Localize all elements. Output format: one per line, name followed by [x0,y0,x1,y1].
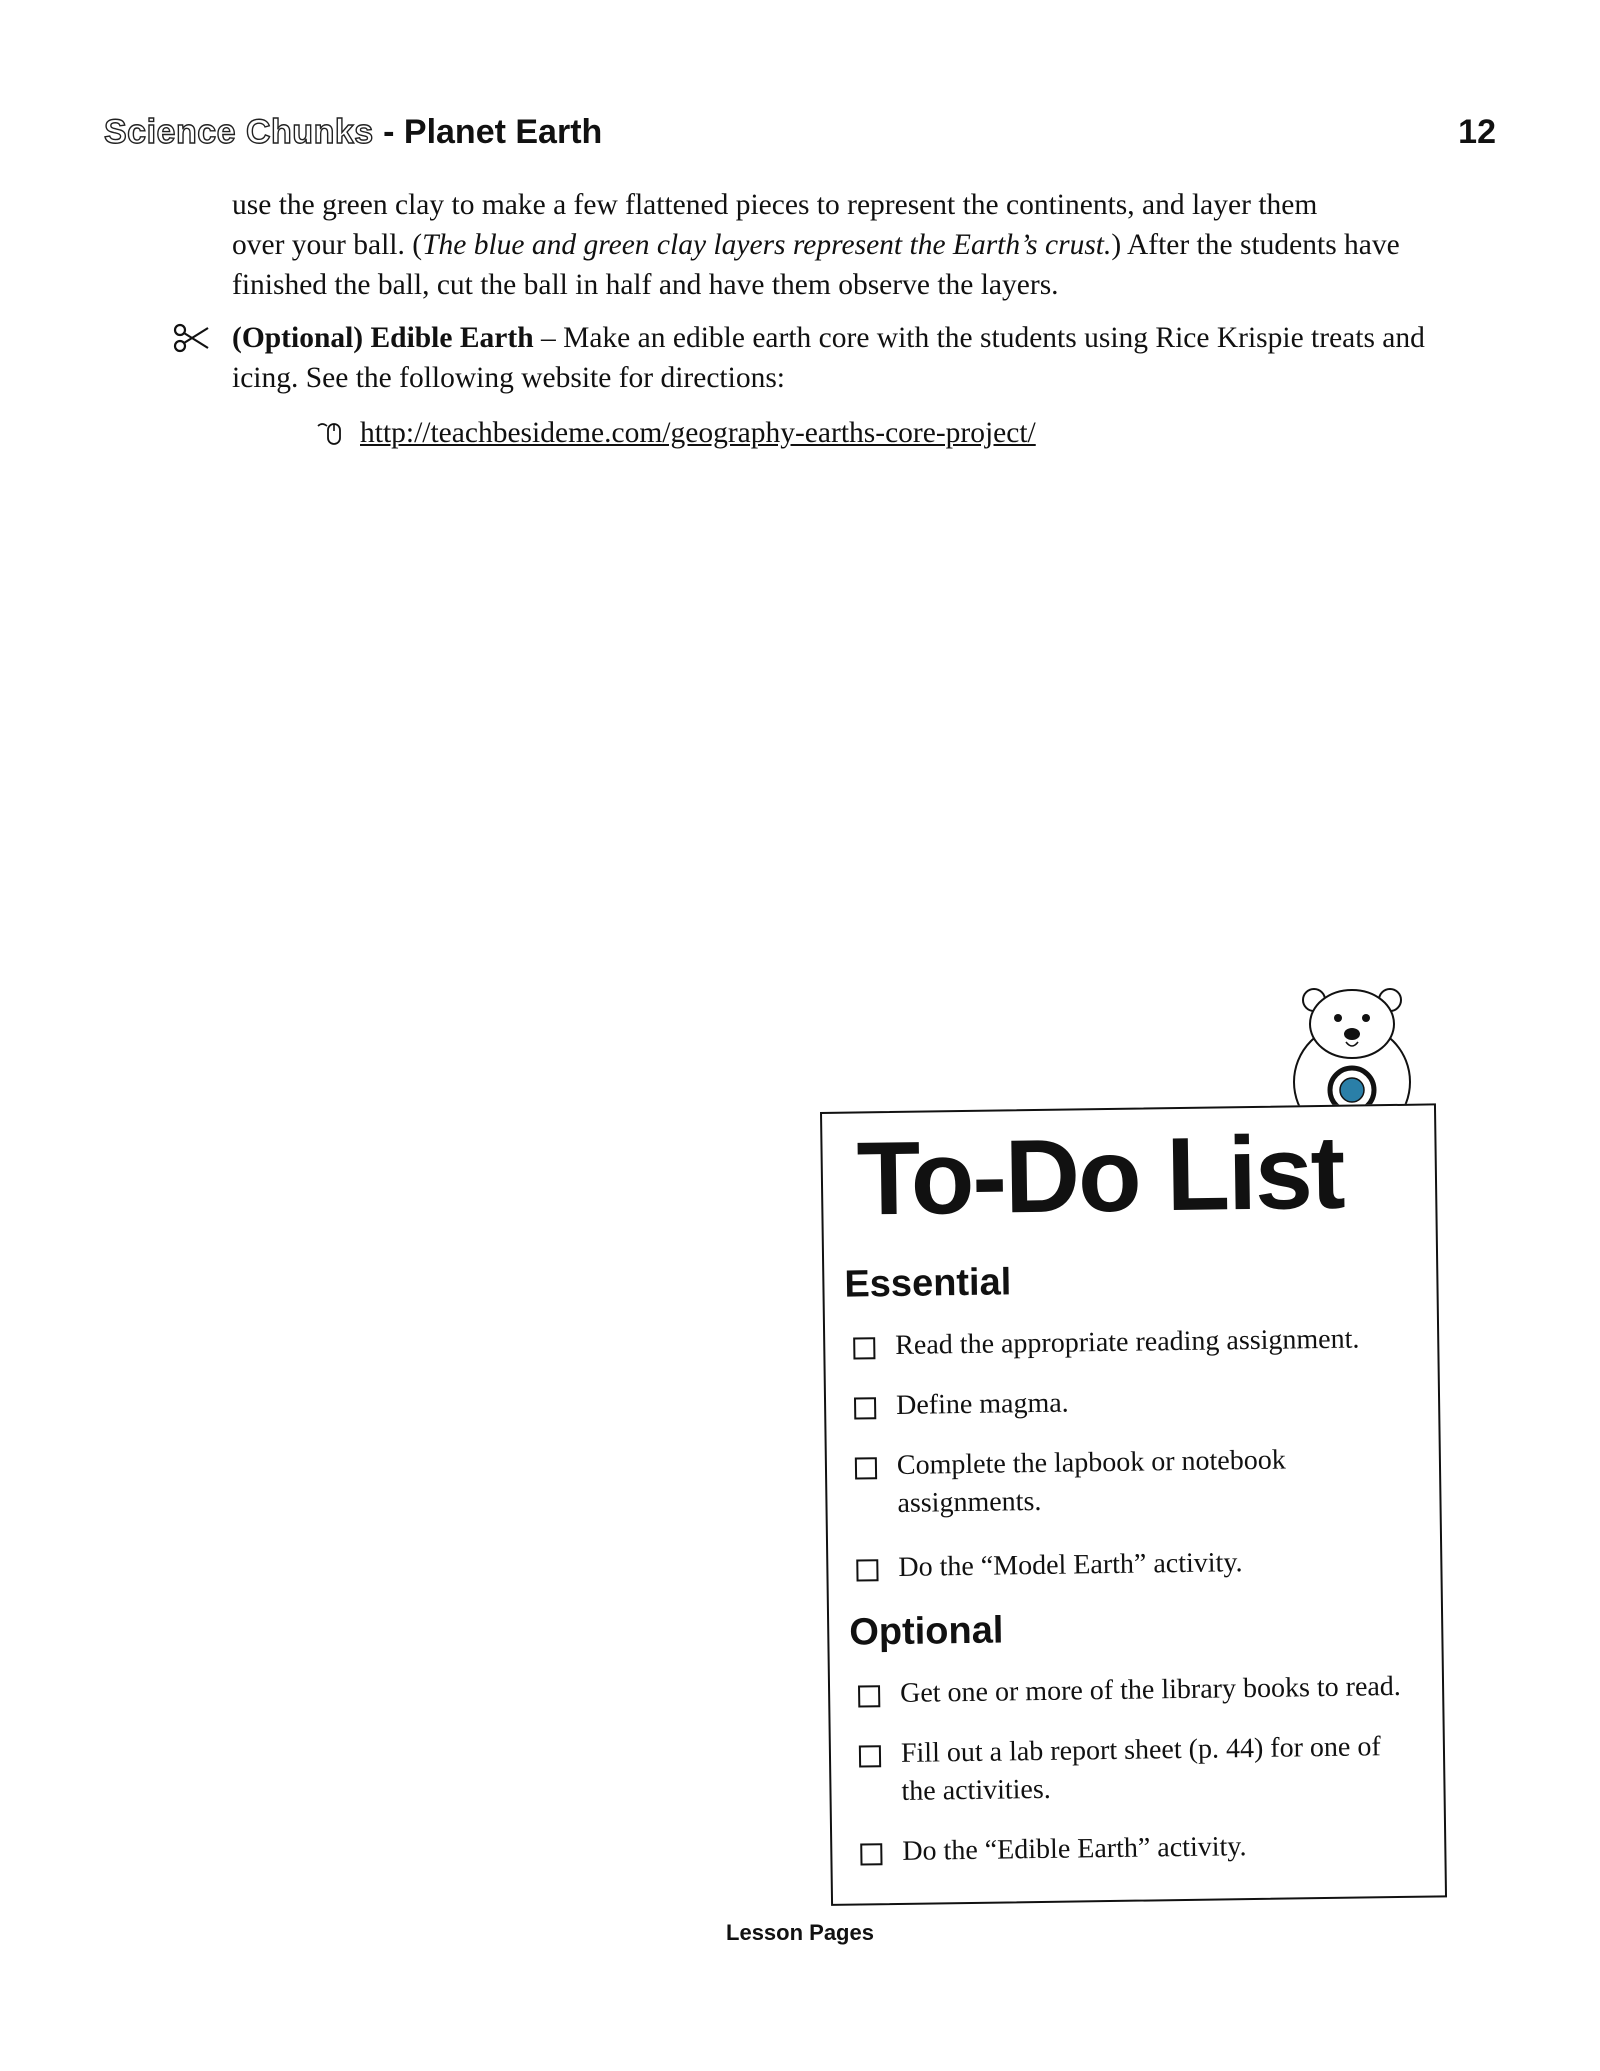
page-footer: Lesson Pages [726,1920,874,1945]
activity-link[interactable]: http://teachbesideme.com/geography-earths-core-project/ [360,417,1036,449]
todo-item[interactable]: Get one or more of the library books to read. [852,1667,1470,1714]
page-number: 12 [1458,113,1496,151]
scissors-icon [172,318,212,358]
header-separator: - [383,113,395,151]
todo-item[interactable]: Read the appropriate reading assignment. [847,1319,1465,1366]
checkbox[interactable] [859,1745,881,1767]
todo-item[interactable]: Define magma. [848,1379,1466,1426]
paragraph-line: over your ball. (The blue and green clay layers represent the Earth’s crust.) After the students have [232,229,1400,261]
checkbox[interactable] [854,1397,876,1419]
todo-item[interactable]: Do the “Edible Earth” activity. [854,1825,1472,1872]
essential-heading: Essential [844,1261,1012,1306]
todo-item[interactable]: Complete the lapbook or notebook assignments. [849,1441,1298,1523]
header-brand [104,108,602,156]
activity-edible-earth: (Optional) Edible Earth – Make an edible earth core with the students using Rice Krispie treats and icing. See the following website for directions: [232,322,1425,394]
italic-note: The blue and green clay layers represent the Earth’s crust. [422,229,1112,261]
todo-item[interactable]: Fill out a lab report sheet (p. 44) for one of the activities. [853,1728,1392,1812]
page-header [104,108,1496,156]
activity-label: (Optional) Edible Earth [232,322,534,354]
optional-heading: Optional [848,1609,1004,1654]
todo-item[interactable]: Do the “Model Earth” activity. [850,1541,1468,1588]
checkbox[interactable] [853,1337,875,1359]
paragraph-line: use the green clay to make a few flattened pieces to represent the continents, and layer them [232,189,1318,221]
activity-description: Make an edible earth core with the students using Rice Krispie treats and icing. See the following website for directions: [232,322,1425,394]
mouse-icon [316,420,346,446]
checkbox[interactable] [860,1843,882,1865]
paragraph-line: finished the ball, cut the ball in half and have them observe the layers. [232,269,1059,301]
todo-card [820,1103,1447,1906]
checkbox[interactable] [855,1457,877,1479]
book-title: Planet Earth [403,113,603,151]
todo-title: To-Do List [856,1114,1345,1238]
checkbox[interactable] [856,1559,878,1581]
series-name: Science Chunks [104,113,374,151]
checkbox[interactable] [858,1685,880,1707]
continued-paragraph [232,185,1472,305]
